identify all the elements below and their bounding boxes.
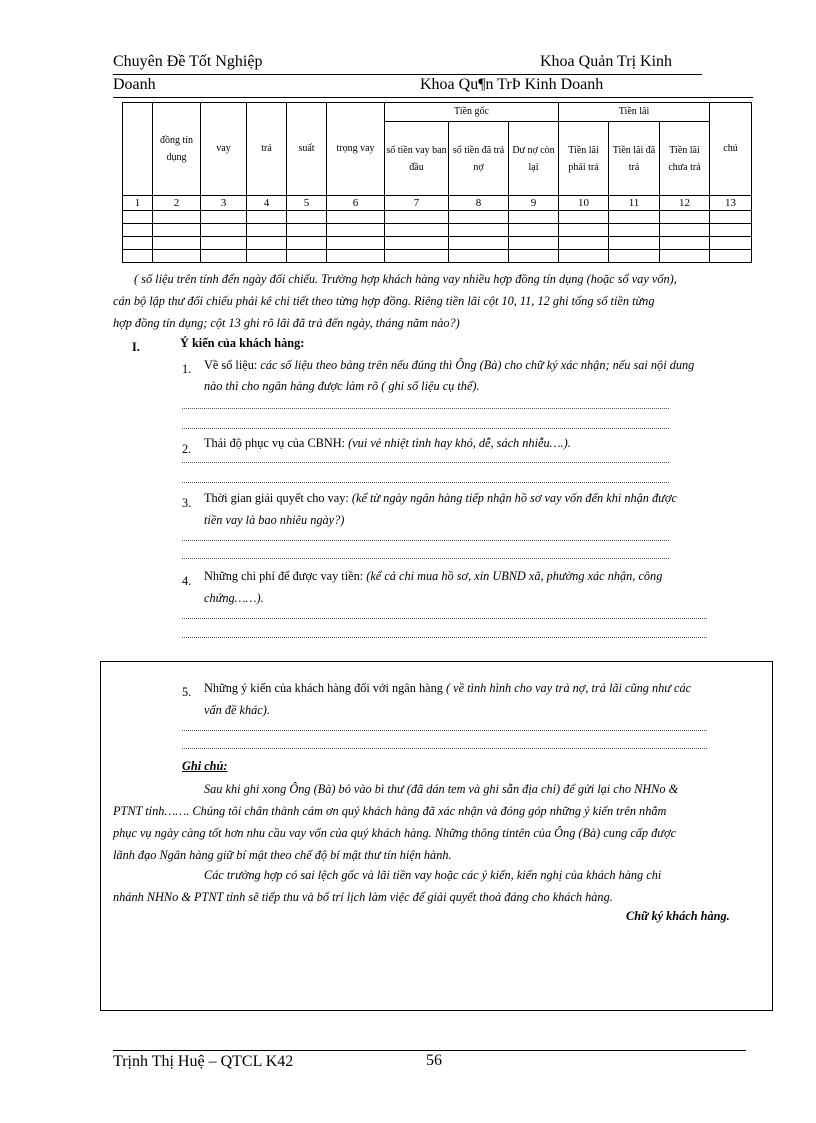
note-text-line: Các trường hợp có sai lệch gốc và lãi tiền vay hoặc các ý kiến, kiến nghị của khách hàng chi: [204, 868, 662, 882]
answer-line[interactable]: [182, 462, 669, 463]
loan-table: [122, 102, 752, 263]
column-number: 9: [509, 196, 559, 211]
item-3-text: Thời gian giải quyết cho vay: (kể từ ngày ngân hàng tiếp nhận hồ sơ vay vốn đến khi nhận được: [204, 491, 677, 505]
note-title: Ghi chú:: [182, 759, 228, 773]
note-text-line: phục vụ ngày càng tốt hơn nhu cầu vay vốn của quý khách hàng. Những thông tintên của Ông (Bà) cung cấp được: [113, 826, 677, 840]
item-4-text: Những chi phí để được vay tiền: (kể cả chi mua hồ sơ, xin UBND xã, phường xác nhận, công: [204, 569, 663, 583]
column-number: 1: [123, 196, 153, 211]
note-text-line: PTNT tỉnh……. Chúng tôi chân thành cám ơn quý khách hàng đã xác nhận và đóng góp những ý kiến trên nhằm: [113, 804, 667, 818]
header-underline-1: [113, 74, 702, 75]
item-number: 1.: [182, 362, 192, 376]
column-number: 2: [153, 196, 201, 211]
footer-author: Trịnh Thị Huệ – QTCL K42: [113, 1053, 294, 1070]
sub-header-7: số tiền vay ban đầu: [385, 122, 449, 196]
col-2-header: đồng tín dụng: [153, 103, 201, 196]
footer-rule: [113, 1050, 746, 1051]
column-number: 10: [559, 196, 609, 211]
table-row: [123, 211, 752, 224]
column-number: 11: [609, 196, 660, 211]
table-row: [123, 250, 752, 263]
answer-line[interactable]: [182, 618, 707, 619]
col-5-header: suất: [287, 103, 327, 196]
answer-line[interactable]: [182, 408, 669, 409]
group-tien-goc: Tiền gốc: [385, 103, 559, 122]
note-text-line: nhánh NHNo & PTNT tỉnh sẽ tiếp thu và bố trí lịch làm việc để giải quyết thoả đáng cho khách hàng.: [113, 890, 613, 904]
column-number: 3: [201, 196, 247, 211]
header-left-line2: Doanh: [113, 76, 156, 93]
signature-label: Chữ ký khách hàng.: [626, 909, 730, 923]
col-13-header: chú: [710, 103, 752, 196]
answer-line[interactable]: [182, 482, 669, 483]
note-text-line: lãnh đạo Ngân hàng giữ bí mật theo chế độ bí mật thư tín hiện hành.: [113, 848, 452, 862]
item-number: 4.: [182, 574, 192, 588]
item-number: 2.: [182, 442, 192, 456]
answer-line[interactable]: [182, 730, 707, 731]
item-1-text: Về số liệu: các số liệu theo bảng trên nếu đúng thì Ông (Bà) cho chữ ký xác nhận; nếu sai nội dung: [204, 358, 695, 372]
col-3-header: vay: [201, 103, 247, 196]
sub-header-11: Tiền lãi đã trả: [609, 122, 660, 196]
note-line-2: cán bộ lập thư đối chiếu phải kê chi tiết theo từng hợp đồng. Riêng tiền lãi cột 10, 11, 12 ghi tổng số tiền từng: [113, 294, 655, 308]
answer-line[interactable]: [182, 428, 669, 429]
header-underline-2: [113, 97, 753, 98]
column-number-row: [123, 196, 752, 211]
answer-line[interactable]: [182, 637, 707, 638]
section-title: Ý kiến của khách hàng:: [180, 336, 305, 350]
item-2-text: Thái độ phục vụ của CBNH: (vui vẻ nhiệt tình hay khó, dễ, sách nhiễu….).: [204, 436, 571, 450]
note-line-1: ( số liệu trên tính đến ngày đối chiếu. Trường hợp khách hàng vay nhiều hợp đồng tín dụng (hoặc sổ vay vốn),: [134, 272, 677, 286]
col-6-header: trọng vay: [327, 103, 385, 196]
item-3-text-2: tiền vay là bao nhiêu ngày?): [204, 513, 345, 527]
item-number: 5.: [182, 685, 192, 699]
column-number: 7: [385, 196, 449, 211]
header-left-line1: Chuyên Đề Tốt Nghiệp: [113, 53, 263, 70]
item-4-text-2: chứng……).: [204, 591, 264, 605]
table-row: [123, 224, 752, 237]
group-tien-lai: Tiền lãi: [559, 103, 710, 122]
header-right-line2: Khoa Qu¶n TrÞ Kinh Doanh: [420, 76, 604, 93]
section-roman: I.: [132, 340, 140, 354]
sub-header-9: Dư nợ còn lại: [509, 122, 559, 196]
item-5-text: Những ý kiến của khách hàng đối với ngân hàng ( về tình hình cho vay trả nợ, trả lãi cũng như các: [204, 681, 692, 695]
table-row: [123, 237, 752, 250]
answer-line[interactable]: [182, 540, 669, 541]
answer-line[interactable]: [182, 558, 669, 559]
page-number: 56: [426, 1052, 442, 1069]
column-number: 13: [710, 196, 752, 211]
item-5-text-2: vấn đề khác).: [204, 703, 270, 717]
note-line-3: hợp đồng tín dụng; cột 13 ghi rõ lãi đã trả đến ngày, tháng năm nào?): [113, 316, 460, 330]
col-4-header: trả: [247, 103, 287, 196]
column-number: 4: [247, 196, 287, 211]
column-number: 5: [287, 196, 327, 211]
sub-header-8: số tiền đã trả nợ: [449, 122, 509, 196]
column-number: 6: [327, 196, 385, 211]
item-number: 3.: [182, 496, 192, 510]
note-text-line: Sau khi ghi xong Ông (Bà) bỏ vào bì thư (đã dán tem và ghi sẵn địa chỉ) để gửi lại cho NHNo &: [204, 782, 679, 796]
sub-header-12: Tiền lãi chưa trả: [660, 122, 710, 196]
col-1-header: [123, 103, 153, 196]
header-right-line1: Khoa Quản Trị Kinh: [540, 53, 673, 70]
column-number: 8: [449, 196, 509, 211]
item-1-text-2: nào thì cho ngân hàng được làm rõ ( ghi số liệu cụ thể).: [204, 379, 480, 393]
column-number: 12: [660, 196, 710, 211]
answer-line[interactable]: [182, 748, 707, 749]
sub-header-10: Tiền lãi phải trả: [559, 122, 609, 196]
